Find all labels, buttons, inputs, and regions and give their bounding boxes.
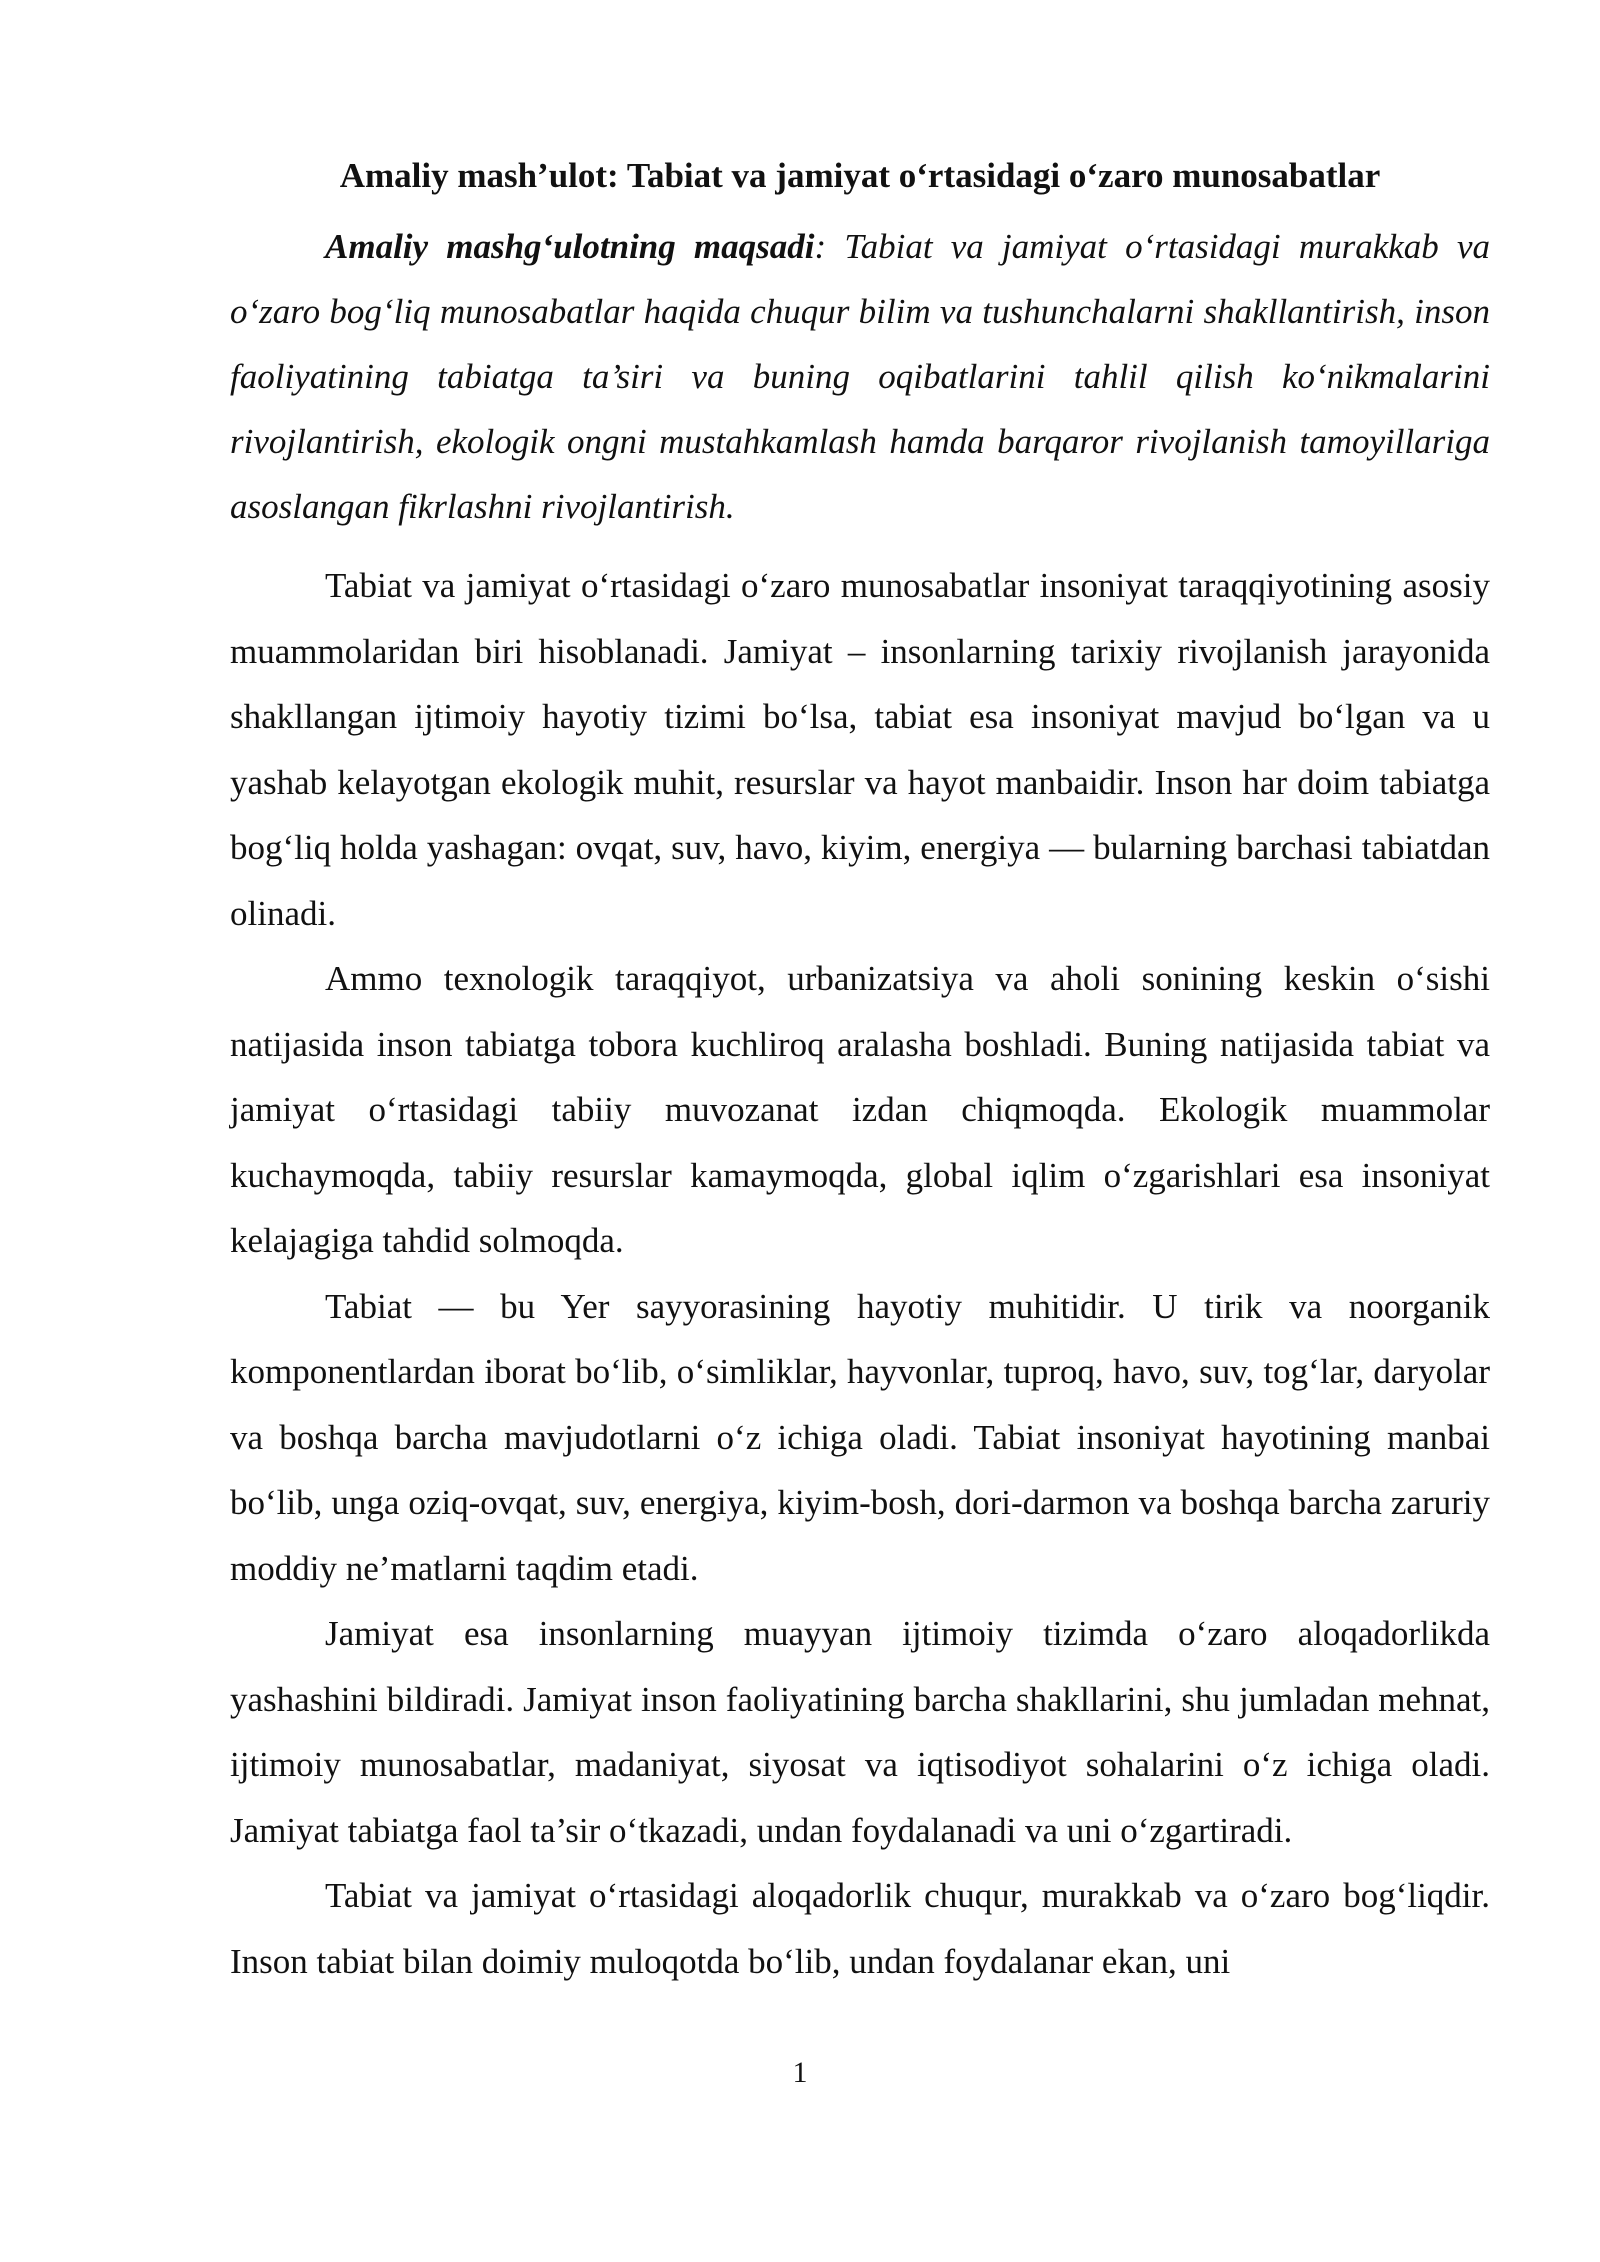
purpose-paragraph <box>230 214 1490 539</box>
purpose-text: : Tabiat va jamiyat o‘rtasidagi murakkab va o‘zaro bog‘liq munosabatlar haqida chuqur bilim va tushunchalarni shakllantirish, inson faoliyatining tabiatga ta’siri va buning oqibatlarini tahlil qilish ko‘nikmalarini rivojlantirish, ekologik ongni mustahkamlash hamda barqaror rivojlanish tamoyillariga asoslangan fikrlashni rivojlantirish. <box>230 227 1491 526</box>
purpose-label: Amaliy mashg‘ulotning maqsadi <box>325 227 815 266</box>
paragraph-5: Tabiat va jamiyat o‘rtasidagi aloqadorlik chuqur, murakkab va o‘zaro bog‘liqdir. Inson tabiat bilan doimiy muloqotda bo‘lib, undan foydalanar ekan, uni <box>230 1876 1490 1981</box>
paragraph-2: Ammo texnologik taraqqiyot, urbanizatsiya va aholi sonining keskin o‘sishi natijasida inson tabiatga tobora kuchliroq aralasha boshladi. Buning natijasida tabiat va jamiyat o‘rtasidagi tabiiy muvozanat izdan chiqmoqda. Ekologik muammolar kuchaymoqda, tabiiy resurslar kamaymoqda, global iqlim o‘zgarishlari esa insoniyat kelajagiga tahdid solmoqda. <box>230 959 1490 1260</box>
paragraph-3: Tabiat — bu Yer sayyorasining hayotiy muhitidir. U tirik va noorganik komponentlardan iborat bo‘lib, o‘simliklar, hayvonlar, tuproq, havo, suv, tog‘lar, daryolar va boshqa barcha mavjudotlarni o‘z ichiga oladi. Tabiat insoniyat hayotining manbai bo‘lib, unga oziq-ovqat, suv, energiya, kiyim-bosh, dori-darmon va boshqa barcha zaruriy moddiy ne’matlarni taqdim etadi. <box>230 1286 1490 1588</box>
document-title: Amaliy mash’ulot: Tabiat va jamiyat o‘rtasidagi o‘zaro munosabatlar <box>339 156 1381 195</box>
paragraph-4: Jamiyat esa insonlarning muayyan ijtimoiy tizimda o‘zaro aloqadorlikda yashashini bildiradi. Jamiyat inson faoliyatining barcha shakllarini, shu jumladan mehnat, ijtimoiy munosabatlar, madaniyat, siyosat va iqtisodiyot sohalarini o‘z ichiga oladi. Jamiyat tabiatga faol ta’sir o‘tkazadi, undan foydalanadi va uni o‘zgartiradi. <box>230 1614 1490 1850</box>
page-number: 1 <box>792 2056 808 2089</box>
body-text <box>230 553 1490 1994</box>
paragraph-1: Tabiat va jamiyat o‘rtasidagi o‘zaro munosabatlar insoniyat taraqqiyotining asosiy muammolaridan biri hisoblanadi. Jamiyat – insonlarning tarixiy rivojlanish jarayonida shakllangan ijtimoiy hayotiy tizimi bo‘lsa, tabiat esa insoniyat mavjud bo‘lgan va u yashab kelayotgan ekologik muhit, resurslar va hayot manbaidir. Inson har doim tabiatga bog‘liq holda yashagan: ovqat, suv, havo, kiyim, energiya — bularning barchasi tabiatdan olinadi. <box>230 566 1490 933</box>
page-content <box>230 143 1490 1994</box>
